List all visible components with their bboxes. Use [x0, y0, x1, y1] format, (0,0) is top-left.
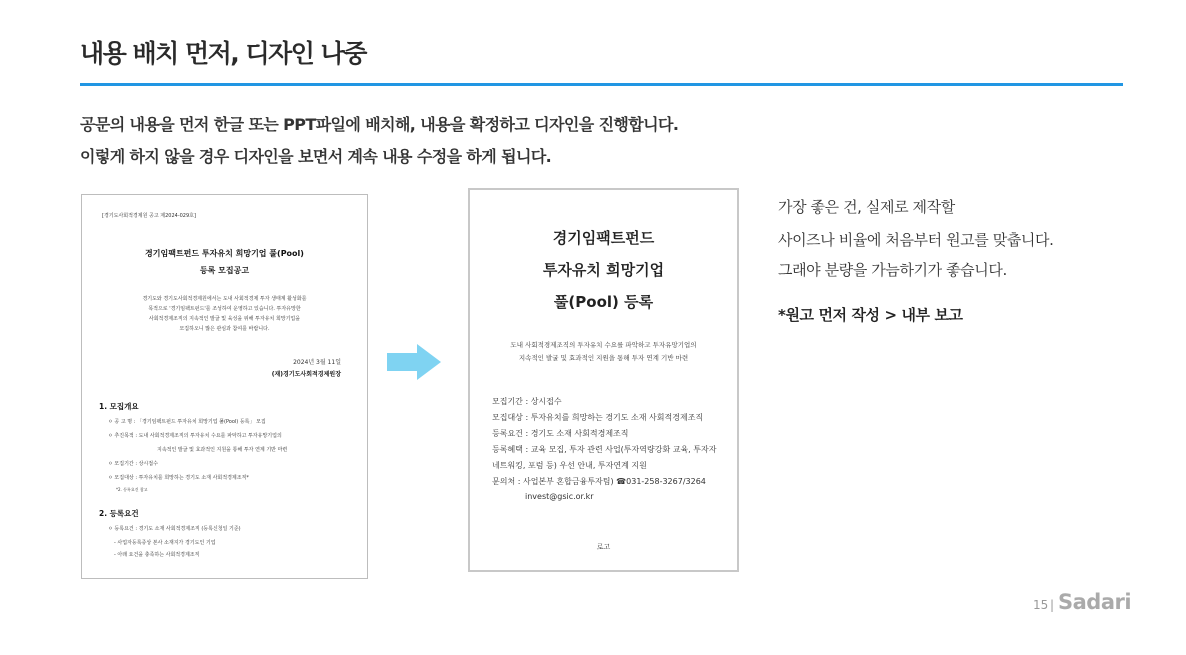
original-document-preview: [81, 194, 368, 579]
doc-date: 2024년 3월 11일: [293, 359, 341, 366]
doc-section-1-item: ㅇ 공 고 명 : 「경기임팩트펀드 투자유치 희망기업 풀(Pool) 등록」 모집: [108, 419, 266, 425]
doc-intro-line: 경기도와 경기도사회적경제원에서는 도내 사회적경제 투자 생태계 활성화를: [142, 296, 307, 302]
doc-signer: (재)경기도사회적경제원장: [271, 371, 341, 378]
side-text-line-2: 사이즈나 비율에 처음부터 원고를 맞춥니다.: [778, 231, 1054, 249]
doc-title-line-2: 등록 모집공고: [199, 266, 250, 275]
side-text-line-3: 그래야 분량을 가늠하기가 좋습니다.: [778, 261, 1007, 279]
brand-logo: Sadari: [1058, 590, 1132, 614]
doc-poster-summary-line: 지속적인 발굴 및 효과적인 지원을 통해 투자 연계 기반 마련: [518, 354, 689, 362]
title-underline: [80, 83, 1123, 86]
doc-poster-summary-line: 도내 사회적경제조직의 투자유치 수요를 파악하고 투자유망기업의: [510, 341, 697, 349]
doc-poster-info-line: 등록요건 : 경기도 소재 사회적경제조직: [492, 429, 629, 438]
doc-poster-title-line-1: 경기임팩트펀드: [552, 229, 655, 247]
slide-title: 내용 배치 먼저, 디자인 나중: [80, 39, 366, 68]
doc-section-2-title: 2. 등록요건: [99, 509, 139, 518]
redesigned-document-preview: [468, 188, 739, 572]
subtitle-line-2: 이렇게 하지 않을 경우 디자인을 보면서 계속 내용 수정을 하게 됩니다.: [80, 147, 552, 166]
doc-section-2-item: - 사업자등록증상 본사 소재지가 경기도인 기업: [114, 540, 216, 546]
right-arrow-icon: [387, 344, 441, 380]
doc-poster-info-line: 등록혜택 : 교육 모집, 투자 관련 사업(투자역량강화 교육, 투자자: [492, 445, 717, 454]
side-text-line-1: 가장 좋은 건, 실제로 제작할: [778, 198, 955, 216]
side-text-emphasis: *원고 먼저 작성 > 내부 보고: [778, 306, 963, 324]
doc-poster-info-line: 모집대상 : 투자유치를 희망하는 경기도 소재 사회적경제조직: [492, 413, 704, 422]
doc-poster-info-line: 문의처 : 사업본부 혼합금융투자팀) ☎031-258-3267/3264: [492, 477, 706, 486]
doc-section-1-item: ㅇ 모집대상 : 투자유치를 희망하는 경기도 소재 사회적경제조직*: [108, 475, 249, 481]
doc-poster-info-line: 네트워킹, 포럼 등) 우선 안내, 투자연계 지원: [492, 461, 647, 470]
doc-section-1-item: ㅇ 추진목적 : 도내 사회적경제조직의 투자유치 수요를 파악하고 투자유망기업의: [108, 433, 282, 439]
page-number: 15: [1033, 598, 1049, 612]
doc-poster-info-line: 모집기간 : 상시접수: [492, 397, 562, 406]
doc-poster-email: invest@gsic.or.kr: [525, 492, 594, 501]
doc-section-1-note: *2. 등록요건 참고: [116, 487, 148, 492]
doc-poster-title-line-3: 풀(Pool) 등록: [553, 293, 654, 311]
doc-section-1-item: 지속적인 발굴 및 효과적인 지원을 통해 투자 연계 기반 마련: [157, 447, 288, 453]
doc-intro-line: 목적으로 '경기임팩트펀드'를 조성하여 운영하고 있습니다. 투자유망한: [148, 306, 301, 312]
doc-intro-line: 사회적경제조직의 지속적인 발굴 및 육성을 위해 투자유치 희망기업을: [148, 316, 301, 322]
subtitle-line-1: 공문의 내용을 먼저 한글 또는 PPT파일에 배치해, 내용을 확정하고 디자인을 진행합니다.: [80, 115, 679, 134]
doc-poster-title-line-2: 투자유치 희망기업: [542, 261, 665, 279]
doc-intro-line: 모집하오니 많은 관심과 참여를 바랍니다.: [179, 326, 270, 332]
doc-header-tag: [경기도사회적경제원 공고 제2024-029호]: [102, 213, 196, 219]
doc-section-2-item: - 아래 요건을 충족하는 사회적경제조직: [114, 552, 200, 558]
doc-poster-logo-placeholder: 로고: [596, 543, 611, 551]
doc-section-2-item: ㅇ 등록요건 : 경기도 소재 사회적경제조직 (등록신청일 기준): [108, 526, 241, 532]
doc-section-1-title: 1. 모집개요: [99, 402, 139, 411]
doc-section-1-item: ㅇ 모집기간 : 상시접수: [108, 461, 158, 467]
page-separator: |: [1050, 598, 1055, 612]
doc-title-line-1: 경기임팩트펀드 투자유치 희망기업 풀(Pool): [145, 249, 304, 258]
